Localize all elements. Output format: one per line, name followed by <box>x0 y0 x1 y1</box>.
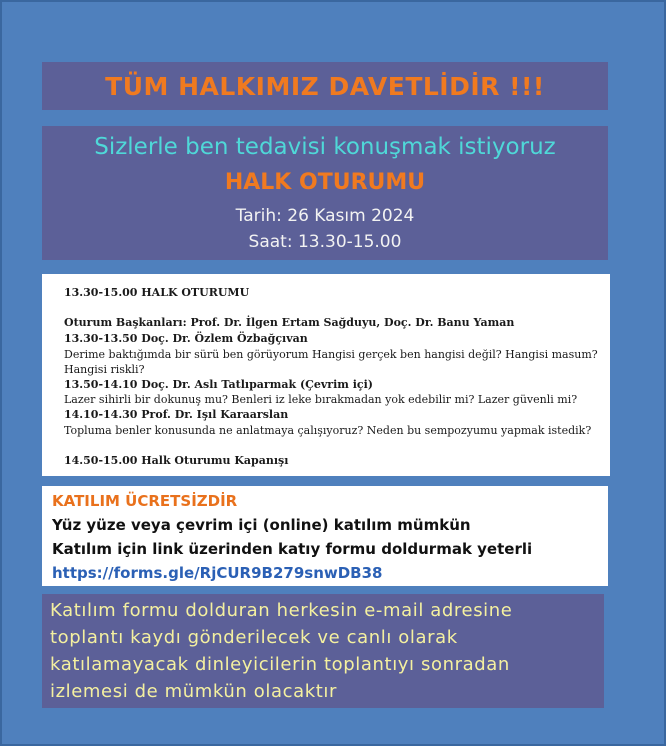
note-line: izlemesi de mümkün olacaktır <box>50 681 337 702</box>
event-date: Tarih: 26 Kasım 2024 <box>235 206 415 226</box>
program-line: Oturum Başkanları: Prof. Dr. İlgen Ertam Sağduyu, Doç. Dr. Banu Yaman <box>64 316 515 329</box>
note-line: Katılım formu dolduran herkesin e-mail adresine <box>50 600 513 621</box>
registration-info <box>42 486 608 586</box>
note-line: katılamayacak dinleyicilerin toplantıyı sonradan <box>50 654 510 675</box>
event-time: Saat: 13.30-15.00 <box>248 232 402 252</box>
program-line: 14.10-14.30 Prof. Dr. Işıl Karaarslan <box>64 408 289 421</box>
invitation-banner <box>42 62 608 110</box>
event-title: HALK OTURUMU <box>224 170 426 195</box>
free-admission-label: KATILIM ÜCRETSİZDİR <box>52 492 238 510</box>
registration-form-link[interactable]: https://forms.gle/RjCUR9B279snwDB38 <box>52 564 383 582</box>
recording-note <box>42 594 604 708</box>
note-line: toplantı kaydı gönderilecek ve canlı olarak <box>50 627 458 648</box>
event-subtitle: Sizlerle ben tedavisi konuşmak istiyoruz <box>94 134 556 160</box>
attendance-mode-text: Yüz yüze veya çevrim içi (online) katılım mümkün <box>52 516 471 534</box>
program-line: Derime baktığımda bir sürü ben görüyorum Hangisi gerçek ben hangisi değil? Hangisi masum? <box>64 348 598 361</box>
program-line: Lazer sihirli bir dokunuş mu? Benleri iz leke bırakmadan yok edebilir mi? Lazer güvenli mi? <box>64 393 578 406</box>
program-line: 13.50-14.10 Doç. Dr. Aslı Tatlıparmak (Çevrim içi) <box>64 378 373 391</box>
event-header <box>42 126 608 260</box>
program-line: Topluma benler konusunda ne anlatmaya çalışıyoruz? Neden bu sempozyumu yapmak istedik? <box>64 424 592 437</box>
program-line: Hangisi riskli? <box>64 363 145 376</box>
banner-text: TÜM HALKIMIZ DAVETLİDİR !!! <box>105 71 545 101</box>
program-line: 13.30-15.00 HALK OTURUMU <box>64 286 250 299</box>
program-line: 14.50-15.00 Halk Oturumu Kapanışı <box>64 454 289 467</box>
program-line: 13.30-13.50 Doç. Dr. Özlem Özbağçıvan <box>64 332 308 345</box>
registration-instruction: Katılım için link üzerinden katıy formu doldurmak yeterli <box>52 540 533 558</box>
program-schedule <box>42 274 610 476</box>
